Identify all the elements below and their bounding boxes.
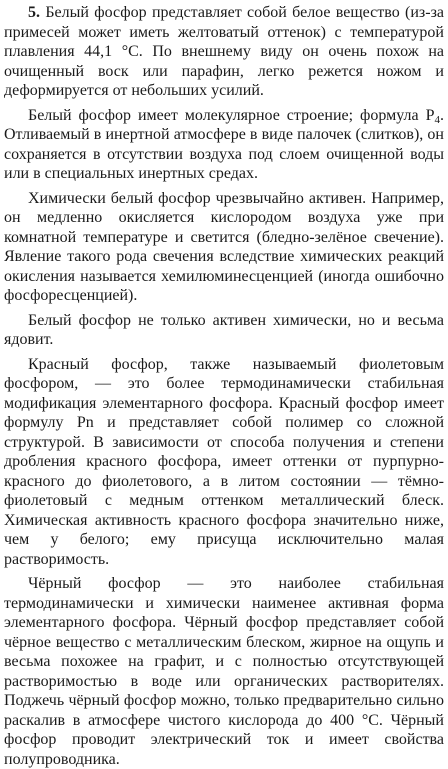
paragraph-white-phosphorus-properties bbox=[4, 3, 444, 101]
paragraph-text-after-formula: . Отливаемый в инертной атмосфере в виде палочек (слитков), он сохраняется в отсутствии воздуха под слоем очищенной воды или в специальных инертных средах. bbox=[4, 106, 444, 182]
paragraph-text-before-formula: Белый фосфор имеет молекулярное строение; формула Р bbox=[28, 106, 435, 124]
paragraph-text: Белый фосфор не только активен химически, но и весьма ядовит. bbox=[4, 311, 444, 348]
paragraph-white-phosphorus-activity bbox=[4, 189, 444, 306]
paragraph-white-phosphorus-structure bbox=[4, 106, 444, 184]
paragraph-text: Белый фосфор представляет собой белое вещество (из-за примесей может иметь желтоватый оттенок) с температурой плавления 44,1 °С. По внешнему виду он очень похож на очищенный воск или парафин, легко режется ножом и деформируется от небольших усилий. bbox=[4, 4, 444, 99]
paragraph-red-phosphorus bbox=[4, 355, 444, 570]
formula-subscript: 4 bbox=[434, 113, 440, 126]
paragraph-text: Химически белый фосфор чрезвычайно активен. Например, он медленно окисляется кислородом воздуха уже при комнатной температуре и светится (бледно-зелёное свечение). Явление такого рода свечения вследствие химических реакций окисления называется хемилюминесценцией (иногда ошибочно фосфоресценцией). bbox=[4, 189, 444, 304]
paragraph-text: Красный фосфор, также называемый фиолетовым фосфором, — это более термодинамически стабильная модификация элементарного фосфора. Красный фосфор имеет формулу Рn и представляет собой полимер со сложной структурой. В зависимости от способа получения и степени дробления красного фосфора, имеет оттенки от пурпурно-красного до фиолетового, а в литом состоянии — тёмно-фиолетовый с медным оттенком металлический блеск. Химическая активность красного фосфора значительно ниже, чем у белого; ему присуща исключительно малая растворимость. bbox=[4, 355, 444, 568]
paragraph-white-phosphorus-toxicity bbox=[4, 311, 444, 350]
paragraph-black-phosphorus bbox=[4, 574, 444, 769]
paragraph-text: Чёрный фосфор — это наиболее стабильная термодинамически и химически наименее активная форма элементарного фосфора. Чёрный фосфор представляет собой чёрное вещество с металлическим блеском, жирное на ощупь и весьма похожее на графит, и с полностью отсутствующей растворимостью в воде или органических растворителях. Поджечь чёрный фосфор можно, только предварительно сильно раскалив в атмосфере чистого кислорода до 400 °С. Чёрный фосфор проводит электрический ток и имеет свойства полупроводника. bbox=[4, 575, 444, 768]
item-number: 5. bbox=[28, 4, 40, 21]
